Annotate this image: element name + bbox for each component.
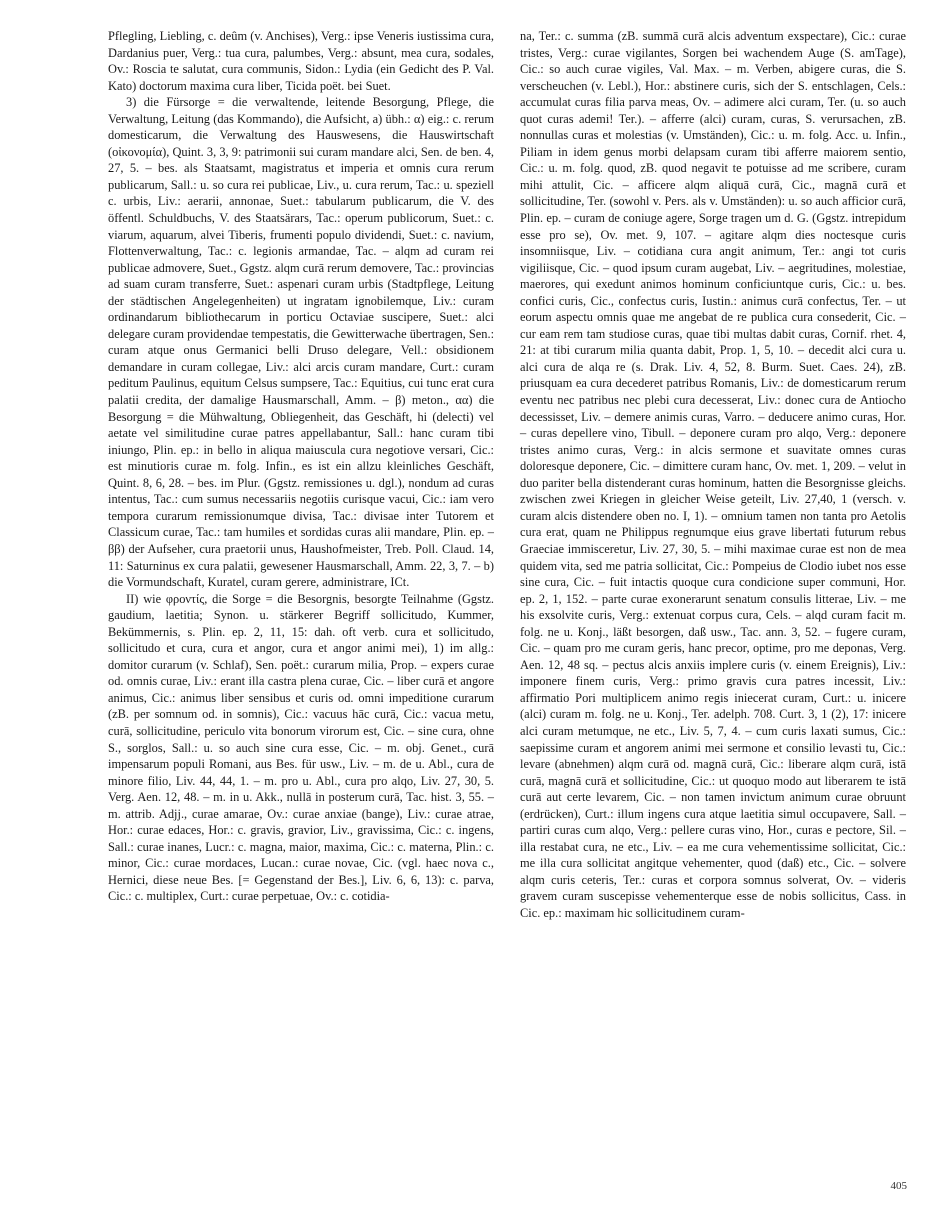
page-number: 405 (890, 1180, 907, 1192)
entry-paragraph-sorge: II) wie φροντίς, die Sorge = die Besorgnis, besorgte Teilnahme (Ggstz. gaudium, laetitia; Synon. u. stärkerer Begriff sollicitudo, Kummer, Bekümmernis, s. Plin. ep. 2, 11, 15: dah. oft verb. cura et sollicitudo, sollicitudo et cura, cura et angor, cura et angor animi mei), 1) im allg.: domitor curarum (v. Schlaf), Sen. poët.: curarum milia, Prop. – expers curae od. omnis curae, Liv.: erant illa castra plena curae, Cic. – liber curā et angore animus, Cic.: animus liber sensibus et curis od. omni impeditione curarum (zB. per somnum od. in somnis), Cic.: vacuus hāc curā, Cic.: vacua metu, curā, sollicitudine, periculo vita bonorum virorum est, Cic. – sine cura, ohne S., sorglos, Sall.: u. so auch sine cura esse, Cic. – m. obj. Genet., curā impensarum populi Romani, aus Bes. für usw., Liv. – m. de u. Abl., cura de minore filio, Liv. 44, 44, 1. – m. pro u. Abl., cura pro alqo, Liv. 27, 30, 5. Verg. Aen. 12, 48. – m. in u. Akk., nullā in posterum curā, Tac. hist. 3, 55. – m. attrib. Adjj., curae amarae, Ov.: curae anxiae (bange), Liv.: curae atrae, Hor.: curae edaces, Hor.: c. gravis, gravior, Liv., gravissima, Cic.: c. ingens, Sall.: curae inanes, Lucr.: c. magna, maior, maxima, Cic.: c. materna, Plin.: c. minor, Cic.: curae mordaces, Lucan.: curae novae, Cic. (vgl. haec nova c., Hernici, diese neue Bes. [= Gegenstand der Bes.], Liv. 6, 6, 13): c. parva, Cic.: c. multiplex, Curt.: curae perpetuae, Ov.: c. cotidia- (108, 591, 494, 904)
entry-paragraph-fuersorge: 3) die Fürsorge = die verwaltende, leitende Besorgung, Pflege, die Verwaltung, Leitung (das Kommando), die Aufsicht, a) übh.: α) eig.: c. rerum domesticarum, die Verwaltung des Hauswesens, die Hauswirtschaft (οἰκονομία), Quint. 3, 3, 9: patrimonii sui curam mandare alci, Sen. de ben. 4, 27, 5. – bes. als Staatsamt, magistratus et imperia et omnis cura rerum publicarum, Sall.: u. so cura rei publicae, Liv., u. cura rerum, Tac.: u. speziell c. urbis, Liv.: aerarii, annonae, Suet.: tabularum publicarum, die V. des öffentl. Schuldbuchs, V. des Staatsärars, Tac.: operum publicorum, Suet.: c. viarum, aquarum, alvei Tiberis, frumenti populo dividendi, Suet.: c. navium, Flottenverwaltung, Tac.: c. legionis armandae, Tac. – alqm ad curam rei publicae admovere, Suet., Ggstz. alqm curā rerum demovere, Tac.: provincias ad suam curam transferre, Suet.: aspenari curam urbis (Stadtpflege, Leitung der städtischen Angelegenheiten) ut ingratam ignobilemque, Liv.: curam ordinandarum bibliothecarum in porticu Octaviae suscipere, Suet.: alci delegare curam providendae tempestatis, die Gewitterwache übertragen, Sen.: curam atque onus Germanici belli Druso delegare, Vell.: obsidionem demandare in curam collegae, Liv.: alci arcis curam mandare, Curt.: curam peditum Paulinus, equitum Celsus sumpsere, Tac.: Equitius, cui tunc erat cura palatii credita, der damalige Hausmarschall, Amm. – β) meton., αα) die Besorgung = die Mühwaltung, Obliegenheit, das Geschäft, hi (delecti) vel aetate vel similitudine curae patres appellabantur, Sall.: hanc curam tibi iniungo, Plin. ep.: in bello in aliqua maiuscula cura negotiove versari, Cic.: est minutioris curae m. folg. Infin., es ist ein allzu kleinliches Geschäft, Quint. 8, 6, 28. – bes. im Plur. (Ggstz. remissiones u. dgl.), nondum ad curas intentus, Tac.: cum sumus necessariis negotiis curisque vacui, Cic.: iam vero tempora curarum remissionumque divisa, Tac.: divisae inter Tutorem et Classicum curae, Tac.: tam humiles et sordidas curas alii mandare, Plin. ep. – ββ) der Aufseher, cura praetorii unus, Haushofmeister, Treb. Poll. Claud. 14, 11: Saturninus ex cura palatii, gewesener Hausmarschall, Amm. 22, 3, 7. – b) die Vormundschaft, Kuratel, curam gerere, administrare, ICt. (108, 95, 495, 590)
left-column (108, 28, 494, 905)
entry-paragraph-continuation: Pflegling, Liebling, c. deûm (v. Anchises), Verg.: ipse Veneris iustissima cura, Dardanius puer, Verg.: tua cura, palumbes, Verg.: absunt, mea cura, sodales, Ov.: Roscia te salutat, cura communis, Sidon.: Lydia (ein Gedicht des P. Val. Kato) doctorum maxima cura liber, Ticida poët. bei Suet. (108, 29, 494, 93)
entry-paragraph-verben: na, Ter.: c. summa (zB. summā curā alcis adventum exspectare), Cic.: curae tristes, Verg.: curae vigilantes, Sorgen bei wachendem Auge (S. amTage), Cic.: so auch curae vigiles, Val. Max. – m. Verben, abigere curas, die S. verscheuchen (v. Lebl.), Hor.: abstinere curis, sich der S. entschlagen, Cels.: accumulat curas filia parva meas, Ov. – adimere alci curam, Ter. (u. so auch quot curas ademi! Ter.). – afferre (alci) curam, curas, S. verursachen, zB. nonnullas curas et molestias (v. Umständen), Cic.: u. m. folg. Acc. u. Infin., Piliam in idem genus morbi delapsam curam tibi afferre maiorem sentio, Cic.: u. m. folg. quod, zB. quod negavit te potuisse ad me scribere, curam mihi attulit, Cic. – afficere alqm aliquā curā, Cic., magnā curā et sollicitudine, Ter. (sowohl v. Pers. als v. Umständen): u. so auch afficior curā, Plin. ep. – curam de coniuge agere, Sorge tragen um d. G. (Ggstz. intrepidum esse pro se), Ov. met. 9, 107. – agitare alqm dies noctesque curis insomniisque, Liv. – cotidiana cura angit animum, Ter.: angi tot curis vigiliisque, Cic. – quod ipsum curam augebat, Liv. – aegritudines, molestiae, maerores, qui exedunt animos hominum conficiuntque curis, Cic.: u. bes. confici curis, Cic., confectus curis, Iustin.: animus curā confectus, Ter. – ut eorum aspectu omnis quae me angebat de re publica cura consederit, Cic. – cur eam rem tam studiose curas, quae tibi multas dabit curas, Cornif. rhet. 4, 21: at tibi curarum milia quanta dabit, Prop. 1, 5, 10. – decedit alci cura u. alci cura de alqa re (s. Drak. Liv. 4, 52, 8. Burm. Suet. Caes. 24), zB. priusquam ea cura decederet patribus Romanis, Liv.: de domesticarum rerum eventu nec patribus nec plebi cura decesserat, Liv.: donec cura de Antiocho decessisset, Liv. – demere animis curas, Varro. – deducere animo curas, Hor. – curas depellere vino, Tibull. – deponere curam pro alqo, Verg.: deponere tristes animo curas, Verg.: in alcis sermone et suavitate omnes curas doloresque deponere, Cic. – dimittere curam hanc, Ov. met. 1, 209. – velut in duo pariter bella distenderant curas hominum, hatten die Besorgnisse gleichs. zwischen zwei Kriegen in gleicher Weise geteilt, Liv. 27,40, 1 (versch. v. curam alcis distendere oben no. I, 1). – omnium tamen non tanta pro Aetolis cura erat, quam ne Philippus regnumque eius grave libertati futurum rebus Graeciae immisceretur, Liv. 27, 30, 5. – mihi maximae curae est non de mea quidem vita, sed me patria sollicitat, Cic.: Pompeius de Clodio iubet nos esse sine cura, Cic. – fuit intactis quoque cura condicione super communi, Hor. ep. 2, 1, 152. – parte curae exonerarunt senatum consulis litterae, Liv. – me his exsolvite curis, Verg.: extenuat corpus cura, Cels. – alqd curam facit m. folg. ne u. Konj., läßt besorgen, daß usw., Tac. ann. 3, 52. – fugere curam, Cic. – quam pro me curam geris, hanc precor, optime, pro me deponas, Verg. Aen. 12, 48 sq. – pectus alcis anxiis implere curis (v. einem Ereignis), Liv.: imponere finem curis, Verg.: primo gravis cura patres incessit, Liv.: affirmatio Pori multiplicem animo regis iniecerat curam, Curt.: u. inicere (alci) curam m. folg. ne u. Konj., Ter. adelph. 708. Curt. 3, 1 (2), 17: inicere alci curam metumque, ne etc., Liv. 5, 7, 4. – cum curis laxati sumus, Cic.: saepissime curam et angorem animi mei sermone et consilio levasti tu, Cic.: levare (abnehmen) alqm curā od. magnā curā, Cic.: liberare alqm curā, istā curā, magnā curā et sollicitudine, Cic.: ut quoquo modo aut liberarem te istā curā aut certe levarem, Cic. – non tamen invictum animum curae obruunt (erdrücken), Curt.: illum ingens cura atque laetitia simul occupavere, Sall. – partiri curas cum alqo, Verg.: pellere curas vino, Hor., curas e pectore, Sil. – illa restabat cura, ne etc., Liv. – ea me cura vehementissime sollicitat, Cic.: me illa cura sollicitat angitque vehementer, quod (daß) etc., Cic. – solvere alqm curis ceteris, Ter.: curas et corpora somnus solverat, Ov. – videris gravem curam suscepisse vehementerque esse de nobis sollicitus, Cass. in Cic. ep.: maximam hic sollicitudinem curam- (520, 29, 906, 920)
right-column (520, 28, 906, 922)
